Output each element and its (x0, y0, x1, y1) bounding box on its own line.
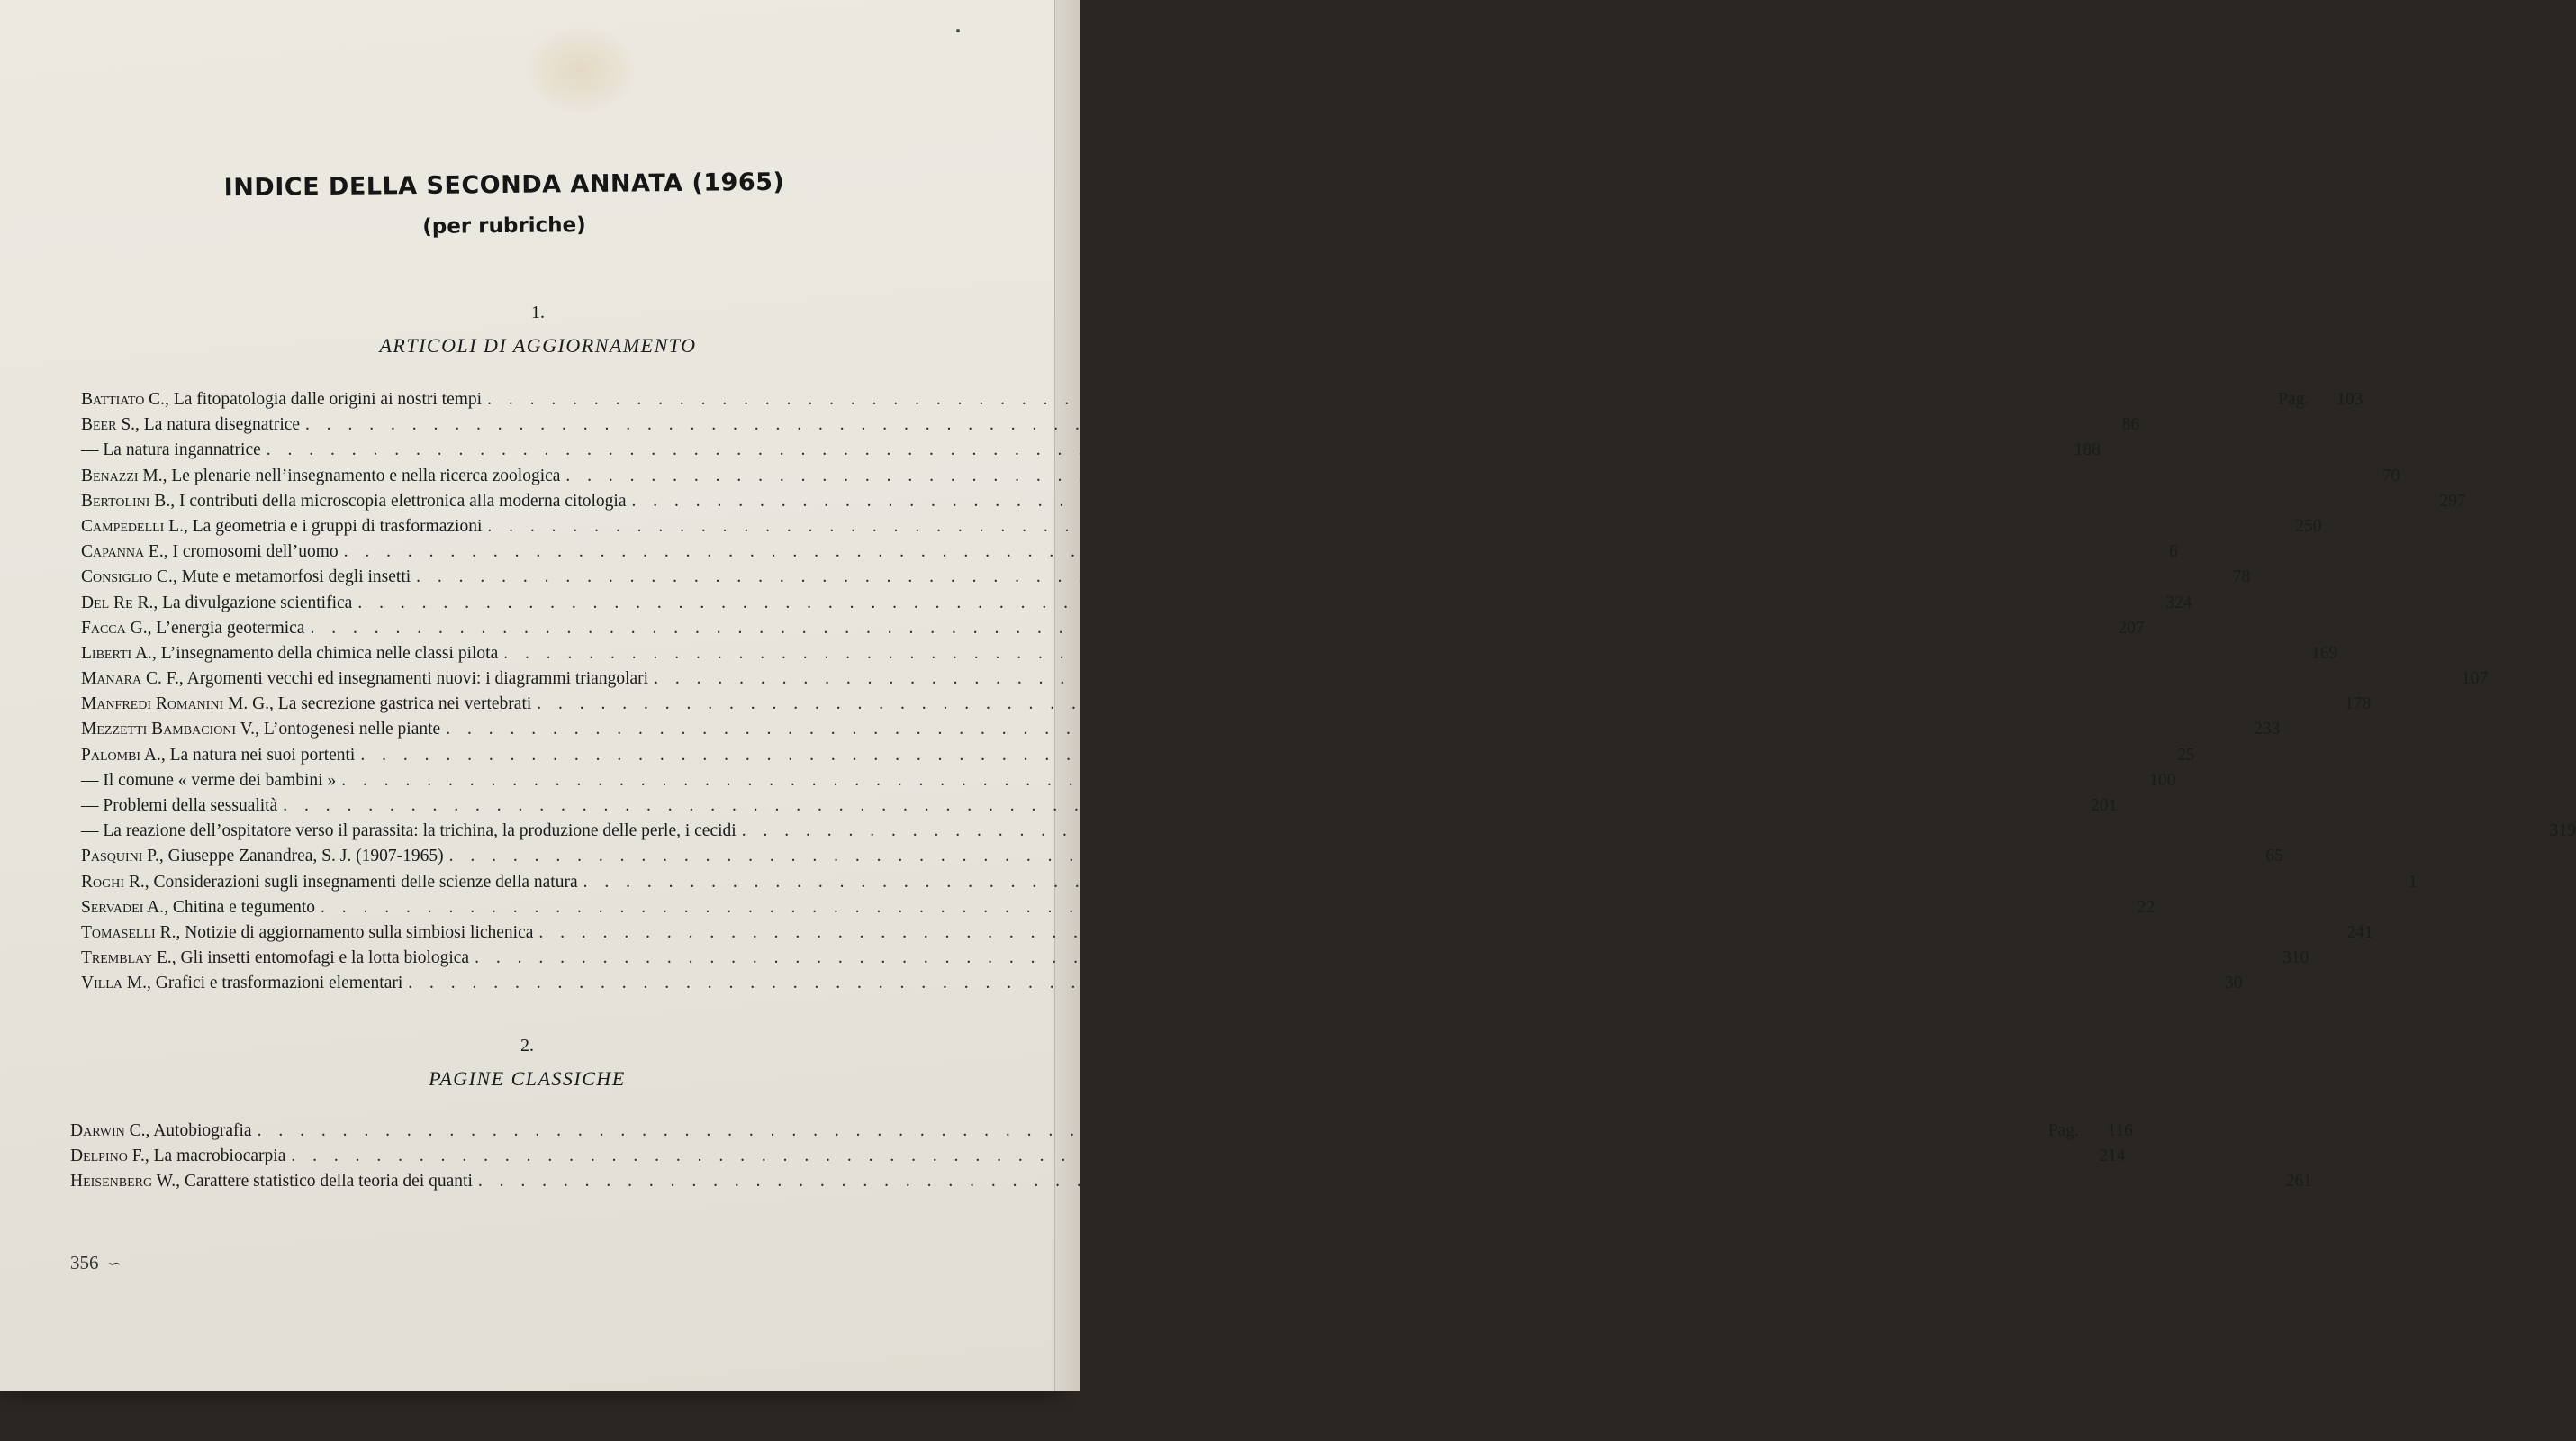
dot-leader (291, 1146, 2076, 1166)
page-footer (70, 1252, 122, 1274)
entry-page-number: 241 (2346, 922, 2373, 942)
index-entry (81, 897, 2156, 923)
dot-leader (503, 644, 2289, 664)
entry-page-number: 6 (2169, 542, 2178, 562)
index-entry (81, 643, 2338, 669)
page-prefix: Pag. (2278, 390, 2309, 409)
entry-author: Benazzi M., (81, 466, 167, 485)
entry-page-number: 207 (2118, 618, 2145, 638)
entry-text (81, 492, 627, 512)
entry-title: I contributi della microscopia elettronica alla moderna citologia (178, 491, 627, 511)
entry-page-number: 100 (2149, 770, 2176, 790)
entry-title: La natura disegnatrice (143, 415, 301, 435)
index-entry (81, 440, 2101, 466)
entry-text (81, 898, 315, 918)
entry-author: Villa M., (81, 974, 151, 993)
dot-leader (487, 517, 2273, 537)
entry-page-number: 250 (2295, 516, 2322, 536)
entry-title: La geometria e i gruppi di trasformazioni (192, 516, 483, 536)
entry-author: Campedelli L., (81, 516, 188, 536)
entry-title: Il comune « verme dei bambini » (103, 770, 337, 790)
entry-page-number: 107 (2461, 669, 2489, 689)
index-entry (70, 1121, 2133, 1146)
index-entry (81, 415, 2140, 440)
entry-author: Liberti A., (81, 643, 157, 663)
dot-leader (267, 440, 2052, 460)
index-entry (81, 922, 2373, 948)
page-number: 356 (70, 1252, 99, 1273)
entry-title: Considerazioni sugli insegnamenti delle scienze della natura (153, 872, 578, 892)
entry-text (81, 567, 411, 587)
entry-title: La divulgazione scientifica (162, 593, 353, 612)
dot-leader (258, 1121, 2043, 1141)
dot-leader (475, 948, 2260, 968)
entry-title: Problemi della sessualità (103, 796, 278, 815)
index-entry (81, 466, 2400, 492)
entry-title: La macrobiocarpia (153, 1146, 286, 1166)
entry-page-number: 65 (2265, 847, 2283, 866)
paper-speck (956, 29, 960, 32)
entry-title: Notizie di aggiornamento sulla simbiosi lichenica (185, 922, 534, 942)
entry-page-number: 116 (2107, 1121, 2133, 1140)
entry-page-number: 324 (2165, 593, 2192, 612)
entry-author: Darwin C., (70, 1121, 150, 1140)
entry-page-number: 1 (2409, 872, 2418, 892)
entry-author: Manfredi Romanini M. G., (81, 694, 274, 714)
section-pagine-classiche (70, 1036, 2312, 1198)
entry-author: Consiglio C., (81, 567, 177, 587)
index-entry (81, 669, 2489, 694)
entry-page-number: 22 (2137, 897, 2156, 917)
index-entry (81, 567, 2251, 593)
entry-page-number: 201 (2091, 796, 2118, 815)
index-entry (81, 694, 2372, 720)
entry-title: Grafici e trasformazioni elementari (155, 974, 403, 993)
dot-leader (283, 796, 2068, 816)
index-entry (81, 593, 2192, 619)
entry-page-number: 86 (2121, 415, 2140, 435)
entry-title: L’energia geotermica (156, 618, 305, 638)
entry-page-number: 178 (2345, 694, 2372, 714)
dot-leader (565, 467, 2351, 486)
dot-leader (357, 594, 2143, 613)
entry-text (81, 720, 440, 739)
entry-text (81, 542, 339, 562)
index-entry (81, 974, 2243, 999)
index-entry (81, 390, 2364, 415)
index-entry (70, 1172, 2312, 1197)
entry-title: Autobiografia (153, 1121, 252, 1140)
entry-list (70, 1121, 2312, 1198)
entry-title: La natura nei suoi portenti (169, 745, 356, 765)
entry-text (70, 1172, 473, 1192)
entry-page-number: 70 (2382, 466, 2400, 485)
index-entry (81, 770, 2176, 796)
entry-title: L’insegnamento della chimica nelle classi pilota (160, 643, 499, 663)
entry-text (81, 594, 352, 613)
entry-title: La fitopatologia dalle origini ai nostri tempi (173, 390, 483, 409)
section-title: PAGINE CLASSICHE (429, 1067, 626, 1090)
index-entry (81, 618, 2145, 644)
page-prefix: Pag. (2047, 1121, 2079, 1140)
entry-author: Tremblay E., (81, 948, 176, 968)
entry-author: Bertolini B., (81, 491, 176, 511)
section-number: 2. (520, 1036, 534, 1056)
dot-leader (537, 694, 2322, 714)
entry-author: Roghi R., (81, 872, 149, 892)
dot-leader (654, 669, 2439, 689)
entry-author: Facca G., (81, 618, 152, 638)
entry-text (81, 415, 300, 435)
dot-leader (321, 898, 2106, 918)
entry-author: Manara C. F., (81, 669, 184, 689)
entry-author: Capanna E., (81, 542, 168, 562)
dot-leader (632, 492, 2418, 512)
entry-text (81, 821, 737, 841)
index-entry (81, 821, 2576, 847)
entry-page-number: 25 (2176, 745, 2195, 765)
entry-text (81, 390, 482, 410)
entry-title: La natura ingannatrice (103, 440, 261, 460)
entry-author: Delpino F., (70, 1146, 149, 1166)
entry-page-number: 261 (2285, 1172, 2312, 1192)
index-entry (81, 516, 2322, 542)
dot-leader (449, 847, 2235, 866)
entry-author: Tomaselli R., (81, 922, 181, 942)
entry-title: I cromosomi dell’uomo (172, 542, 339, 562)
entry-page-number: 214 (2099, 1146, 2126, 1166)
dot-leader (538, 923, 2324, 943)
entry-page-number: 310 (2282, 948, 2309, 968)
index-entry (81, 720, 2281, 745)
entry-page-number: 188 (2074, 440, 2101, 460)
dot-leader (310, 619, 2095, 639)
index-entry (81, 745, 2195, 771)
entry-title: La secrezione gastrica nei vertebrati (277, 694, 532, 714)
entry-text (70, 1146, 285, 1166)
entry-title: Carattere statistico della teoria dei quanti (184, 1172, 473, 1192)
entry-author: — (81, 770, 99, 790)
entry-author: Mezzetti Bambacioni V., (81, 720, 259, 739)
entry-author: Heisenberg W., (70, 1172, 180, 1192)
dot-leader (487, 390, 2273, 410)
index-entry (81, 796, 2118, 821)
entry-page-number: 169 (2311, 643, 2338, 663)
entry-author: Palombi A., (81, 745, 166, 765)
entry-title: Chitina e tegumento (172, 897, 316, 917)
entry-text (81, 517, 482, 537)
index-entry (70, 1146, 2126, 1172)
dot-leader (416, 567, 2201, 587)
dot-leader (360, 746, 2146, 766)
entry-text (81, 440, 261, 460)
entry-page-number: 319 (2549, 821, 2576, 841)
section-number: 1. (531, 303, 545, 322)
entry-title: L’ontogenesi nelle piante (263, 720, 441, 739)
entry-page-number: 233 (2254, 720, 2281, 739)
entry-author: — (81, 821, 99, 841)
section-articoli (81, 303, 2576, 1000)
entry-author: — (81, 440, 99, 460)
dot-leader (344, 542, 2129, 562)
entry-author: — (81, 796, 99, 815)
index-title: INDICE DELLA SECONDA ANNATA (1965) (223, 168, 785, 203)
index-entry (81, 491, 2466, 517)
index-subtitle: (per rubriche) (422, 213, 586, 239)
entry-title: Argomenti vecchi ed insegnamenti nuovi: i diagrammi triangolari (186, 669, 649, 689)
entry-title: Giuseppe Zanandrea, S. J. (1907-1965) (167, 847, 444, 866)
entry-author: Servadei A., (81, 897, 168, 917)
dot-leader (583, 873, 2369, 893)
entry-author: Del Re R., (81, 593, 158, 612)
dot-leader (408, 974, 2193, 993)
entry-title: La reazione dell’ospitatore verso il parassita: la trichina, la produzione delle perle, i cecidi (103, 821, 737, 841)
entry-page-number: 78 (2232, 567, 2251, 587)
entry-title: Le plenarie nell’insegnamento e nella ricerca zoologica (171, 466, 561, 485)
entry-title: Gli insetti entomofagi e la lotta biologica (180, 948, 470, 968)
index-entry (81, 847, 2283, 872)
index-entry (81, 542, 2178, 567)
dot-leader (742, 821, 2527, 841)
index-entry (81, 872, 2418, 898)
entry-text (81, 948, 469, 968)
entry-author: Beer S., (81, 415, 140, 435)
dot-leader (341, 771, 2127, 791)
entry-page-number: 297 (2439, 491, 2466, 511)
entry-page-number: 30 (2224, 974, 2243, 993)
entry-text (81, 923, 533, 943)
entry-text (81, 619, 304, 639)
entry-text (81, 644, 498, 664)
entry-author: Pasquini P., (81, 847, 164, 866)
entry-text (81, 467, 560, 486)
entry-text (81, 873, 578, 893)
dot-leader (478, 1172, 2264, 1192)
section-title: ARTICOLI DI AGGIORNAMENTO (379, 334, 697, 357)
entry-title: Mute e metamorfosi degli insetti (181, 567, 411, 587)
dot-leader (446, 720, 2231, 739)
ornament-mark: ∽ (107, 1255, 122, 1273)
entry-text (81, 974, 402, 993)
entry-list (81, 390, 2576, 1000)
entry-text (81, 847, 444, 866)
entry-author: Battiato C., (81, 390, 169, 409)
dot-leader (305, 415, 2091, 435)
paper-stain (527, 27, 635, 113)
entry-text (81, 694, 531, 714)
entry-text (81, 669, 648, 689)
index-entry (81, 948, 2309, 974)
entry-text (70, 1121, 252, 1141)
entry-page-number: 103 (2336, 390, 2364, 409)
entry-text (81, 746, 355, 766)
entry-text (81, 771, 336, 791)
entry-text (81, 796, 277, 816)
